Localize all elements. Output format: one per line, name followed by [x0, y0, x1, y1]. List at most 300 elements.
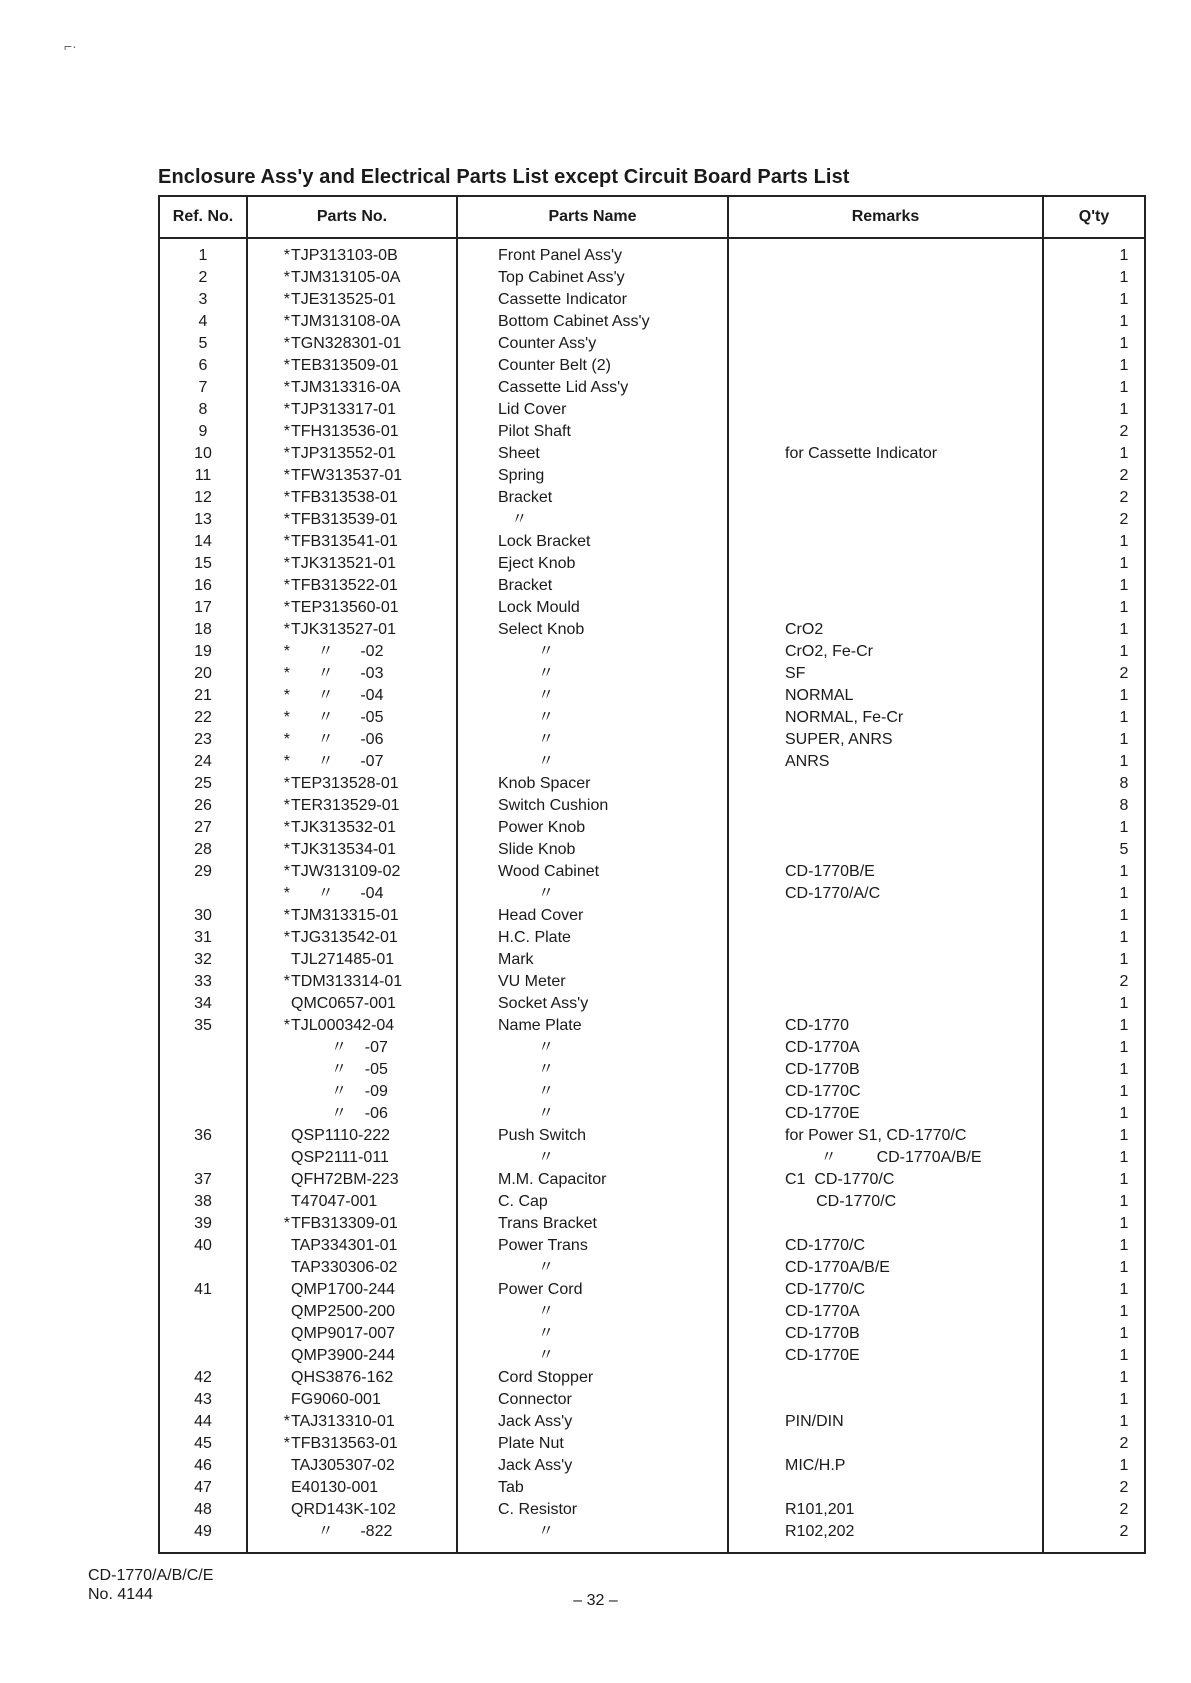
table-row: [160, 531, 1144, 553]
table-row: [160, 1037, 1144, 1059]
part-number: 〃 -06: [291, 1105, 388, 1122]
corner-mark: ⌐·: [64, 38, 77, 54]
remarks: CD-1770B: [785, 1061, 860, 1078]
table-row: [160, 773, 1144, 795]
table-row: [160, 355, 1144, 377]
table-row: [160, 1191, 1144, 1213]
part-number: TJK313534-01: [291, 841, 396, 858]
quantity: 1: [1119, 577, 1129, 594]
quantity: 1: [1119, 863, 1129, 880]
quantity: 2: [1119, 1523, 1129, 1540]
quantity: 2: [1119, 489, 1129, 506]
remarks: CD-1770E: [785, 1105, 860, 1122]
part-number: TFB313538-01: [291, 489, 398, 506]
part-number: 〃 -03: [291, 665, 384, 682]
part-name: Slide Knob: [498, 841, 576, 858]
new-part-mark: *: [283, 709, 290, 726]
quantity: 1: [1119, 1039, 1129, 1056]
part-name: 〃: [498, 753, 555, 770]
table-row: [160, 795, 1144, 817]
part-number: TAP334301-01: [291, 1237, 398, 1254]
quantity: 1: [1119, 819, 1129, 836]
ref-no: 10: [194, 445, 212, 462]
part-number: 〃 -02: [291, 643, 384, 660]
quantity: 2: [1119, 665, 1129, 682]
part-number: QMP9017-007: [291, 1325, 396, 1342]
new-part-mark: *: [283, 335, 290, 352]
part-name: Knob Spacer: [498, 775, 591, 792]
part-name: 〃: [498, 1039, 555, 1056]
part-number: TFB313563-01: [291, 1435, 398, 1452]
table-row: [160, 1499, 1144, 1521]
part-number: QFH72BM-223: [291, 1171, 399, 1188]
quantity: 1: [1119, 1303, 1129, 1320]
part-name: Jack Ass'y: [498, 1413, 573, 1430]
table-row: [160, 619, 1144, 641]
table-row: [160, 1279, 1144, 1301]
part-name: Tab: [498, 1479, 524, 1496]
table-row: [160, 861, 1144, 883]
remarks: ANRS: [785, 753, 830, 770]
table-row: [160, 641, 1144, 663]
ref-no: 35: [194, 1017, 212, 1034]
part-number: QSP2111-011: [291, 1149, 389, 1166]
table-row: [160, 245, 1144, 267]
ref-no: 27: [194, 819, 212, 836]
ref-no: 25: [194, 775, 212, 792]
part-name: Top Cabinet Ass'y: [498, 269, 625, 286]
table-row: [160, 465, 1144, 487]
new-part-mark: *: [283, 731, 290, 748]
remarks: R102,202: [785, 1523, 855, 1540]
part-name: Pilot Shaft: [498, 423, 571, 440]
remarks: R101,201: [785, 1501, 855, 1518]
table-row: [160, 1125, 1144, 1147]
table-row: [160, 421, 1144, 443]
remarks: C1 CD-1770/C: [785, 1171, 895, 1188]
table-row: [160, 575, 1144, 597]
new-part-mark: *: [283, 247, 290, 264]
new-part-mark: *: [283, 269, 290, 286]
ref-no: 41: [194, 1281, 212, 1298]
remarks: CD-1770C: [785, 1083, 861, 1100]
part-name: 〃: [498, 665, 555, 682]
header-qty: Q'ty: [1078, 208, 1110, 225]
part-name: Push Switch: [498, 1127, 587, 1144]
table-row: [160, 1147, 1144, 1169]
remarks: CD-1770/C: [785, 1193, 897, 1210]
quantity: 1: [1119, 621, 1129, 638]
part-name: 〃: [498, 687, 555, 704]
quantity: 2: [1119, 467, 1129, 484]
part-name: Select Knob: [498, 621, 585, 638]
table-row: [160, 993, 1144, 1015]
quantity: 2: [1119, 511, 1129, 528]
part-number: TJG313542-01: [291, 929, 398, 946]
part-name: 〃: [498, 731, 555, 748]
part-name: 〃: [498, 1523, 555, 1540]
new-part-mark: *: [283, 819, 290, 836]
table-row: [160, 729, 1144, 751]
part-number: TEB313509-01: [291, 357, 399, 374]
part-number: TEP313528-01: [291, 775, 399, 792]
part-name: Front Panel Ass'y: [498, 247, 622, 264]
new-part-mark: *: [283, 797, 290, 814]
part-number: 〃 -09: [291, 1083, 388, 1100]
remarks: for Power S1, CD-1770/C: [785, 1127, 967, 1144]
new-part-mark: *: [283, 379, 290, 396]
ref-no: 31: [194, 929, 212, 946]
part-number: TJP313103-0B: [291, 247, 398, 264]
part-name: Connector: [498, 1391, 572, 1408]
part-number: TFB313541-01: [291, 533, 398, 550]
part-name: C. Cap: [498, 1193, 548, 1210]
quantity: 1: [1119, 247, 1129, 264]
table-row: [160, 1235, 1144, 1257]
table-row: [160, 1059, 1144, 1081]
table-row: [160, 1015, 1144, 1037]
table-row: [160, 267, 1144, 289]
new-part-mark: *: [283, 577, 290, 594]
part-name: Bracket: [498, 489, 553, 506]
part-number: TJE313525-01: [291, 291, 396, 308]
table-row: [160, 377, 1144, 399]
part-name: Cord Stopper: [498, 1369, 594, 1386]
part-name: Lid Cover: [498, 401, 567, 418]
table-row: [160, 1521, 1144, 1543]
remarks: SF: [785, 665, 806, 682]
ref-no: 3: [198, 291, 208, 308]
remarks: CD-1770/A/C: [785, 885, 881, 902]
quantity: 1: [1119, 401, 1129, 418]
table-row: [160, 289, 1144, 311]
part-number: TGN328301-01: [291, 335, 402, 352]
new-part-mark: *: [283, 423, 290, 440]
remarks: NORMAL: [785, 687, 854, 704]
part-number: 〃 -04: [291, 885, 384, 902]
remarks: CD-1770/C: [785, 1237, 866, 1254]
ref-no: 11: [194, 467, 212, 484]
remarks: CD-1770B: [785, 1325, 860, 1342]
part-name: Power Trans: [498, 1237, 588, 1254]
part-number: TFW313537-01: [291, 467, 403, 484]
table-row: [160, 751, 1144, 773]
table-row: [160, 685, 1144, 707]
quantity: 1: [1119, 907, 1129, 924]
ref-no: 37: [194, 1171, 212, 1188]
part-number: T47047-001: [291, 1193, 378, 1210]
part-name: 〃: [498, 1061, 555, 1078]
quantity: 1: [1119, 1017, 1129, 1034]
part-name: Jack Ass'y: [498, 1457, 573, 1474]
part-name: 〃: [498, 709, 555, 726]
part-name: 〃: [498, 885, 555, 902]
new-part-mark: *: [283, 357, 290, 374]
part-name: C. Resistor: [498, 1501, 578, 1518]
ref-no: 7: [198, 379, 208, 396]
table-row: [160, 883, 1144, 905]
ref-no: 48: [194, 1501, 212, 1518]
part-number: QSP1110-222: [291, 1127, 391, 1144]
ref-no: 23: [194, 731, 212, 748]
remarks: CrO2, Fe-Cr: [785, 643, 873, 660]
table-row: [160, 1433, 1144, 1455]
part-name: Cassette Indicator: [498, 291, 627, 308]
part-name: Name Plate: [498, 1017, 582, 1034]
quantity: 1: [1119, 1215, 1129, 1232]
remarks: CD-1770A/B/E: [785, 1259, 890, 1276]
new-part-mark: *: [283, 467, 290, 484]
part-number: QMC0657-001: [291, 995, 396, 1012]
part-name: Spring: [498, 467, 545, 484]
quantity: 1: [1119, 269, 1129, 286]
part-name: M.M. Capacitor: [498, 1171, 607, 1188]
part-name: Lock Mould: [498, 599, 580, 616]
new-part-mark: *: [283, 841, 290, 858]
document-number: No. 4144: [88, 1586, 153, 1603]
new-part-mark: *: [283, 775, 290, 792]
table-row: [160, 487, 1144, 509]
part-number: TJP313552-01: [291, 445, 396, 462]
part-name: 〃: [498, 1303, 555, 1320]
new-part-mark: *: [283, 533, 290, 550]
ref-no: 29: [194, 863, 212, 880]
page-number: – 32 –: [573, 1592, 618, 1609]
table-row: [160, 1411, 1144, 1433]
ref-no: 32: [194, 951, 212, 968]
part-name: 〃: [498, 1083, 555, 1100]
part-number: TJL271485-01: [291, 951, 395, 968]
table-row: [160, 1389, 1144, 1411]
quantity: 1: [1119, 445, 1129, 462]
ref-no: 36: [194, 1127, 212, 1144]
remarks: SUPER, ANRS: [785, 731, 893, 748]
part-number: 〃 -07: [291, 753, 384, 770]
part-number: TJL000342-04: [291, 1017, 395, 1034]
quantity: 1: [1119, 1457, 1129, 1474]
part-number: E40130-001: [291, 1479, 379, 1496]
table-row: [160, 509, 1144, 531]
table-row: [160, 905, 1144, 927]
quantity: 1: [1119, 731, 1129, 748]
quantity: 1: [1119, 533, 1129, 550]
new-part-mark: *: [283, 401, 290, 418]
part-name: Head Cover: [498, 907, 584, 924]
table-row: [160, 1323, 1144, 1345]
ref-no: 44: [194, 1413, 212, 1430]
part-name: 〃: [498, 643, 555, 660]
header-parts-no: Parts No.: [316, 208, 388, 225]
part-number: TFB313539-01: [291, 511, 398, 528]
quantity: 1: [1119, 291, 1129, 308]
ref-no: 20: [194, 665, 212, 682]
quantity: 8: [1119, 775, 1129, 792]
quantity: 2: [1119, 1501, 1129, 1518]
quantity: 1: [1119, 1325, 1129, 1342]
new-part-mark: *: [283, 489, 290, 506]
remarks: PIN/DIN: [785, 1413, 844, 1430]
table-row: [160, 817, 1144, 839]
page-title: Enclosure Ass'y and Electrical Parts List except Circuit Board Parts List: [158, 166, 850, 188]
new-part-mark: *: [283, 1413, 290, 1430]
part-name: Bracket: [498, 577, 553, 594]
part-name: 〃: [498, 1325, 555, 1342]
part-number: QMP2500-200: [291, 1303, 396, 1320]
header-parts-name: Parts Name: [548, 208, 637, 225]
ref-no: 19: [194, 643, 212, 660]
quantity: 1: [1119, 1149, 1129, 1166]
part-name: Lock Bracket: [498, 533, 591, 550]
quantity: 1: [1119, 313, 1129, 330]
part-name: Mark: [498, 951, 534, 968]
ref-no: 13: [194, 511, 212, 528]
table-row: [160, 399, 1144, 421]
ref-no: 28: [194, 841, 212, 858]
remarks: CD-1770A: [785, 1303, 860, 1320]
table-row: [160, 1257, 1144, 1279]
ref-no: 6: [198, 357, 208, 374]
part-name: 〃: [498, 1105, 555, 1122]
part-name: Sheet: [498, 445, 540, 462]
table-row: [160, 333, 1144, 355]
ref-no: 34: [194, 995, 212, 1012]
new-part-mark: *: [283, 621, 290, 638]
ref-no: 49: [194, 1523, 212, 1540]
table-row: [160, 1103, 1144, 1125]
quantity: 1: [1119, 599, 1129, 616]
part-name: VU Meter: [498, 973, 566, 990]
remarks: MIC/H.P: [785, 1457, 846, 1474]
part-name: Counter Belt (2): [498, 357, 611, 374]
new-part-mark: *: [283, 665, 290, 682]
ref-no: 46: [194, 1457, 212, 1474]
part-number: QMP3900-244: [291, 1347, 396, 1364]
ref-no: 17: [194, 599, 212, 616]
table-row: [160, 1213, 1144, 1235]
ref-no: 24: [194, 753, 212, 770]
new-part-mark: *: [283, 599, 290, 616]
ref-no: 14: [194, 533, 212, 550]
part-name: 〃: [498, 1259, 555, 1276]
new-part-mark: *: [283, 445, 290, 462]
ref-no: 42: [194, 1369, 212, 1386]
part-name: 〃: [498, 1347, 555, 1364]
ref-no: 39: [194, 1215, 212, 1232]
quantity: 1: [1119, 1413, 1129, 1430]
new-part-mark: *: [283, 863, 290, 880]
part-number: 〃 -05: [291, 1061, 388, 1078]
part-name: 〃: [498, 1149, 555, 1166]
table-row: [160, 443, 1144, 465]
quantity: 1: [1119, 1171, 1129, 1188]
table-row: [160, 927, 1144, 949]
table-row: [160, 553, 1144, 575]
part-name: Wood Cabinet: [498, 863, 600, 880]
new-part-mark: *: [283, 1017, 290, 1034]
ref-no: 4: [198, 313, 208, 330]
quantity: 2: [1119, 423, 1129, 440]
part-number: TJK313532-01: [291, 819, 396, 836]
quantity: 2: [1119, 1479, 1129, 1496]
table-row: [160, 663, 1144, 685]
part-number: TAJ313310-01: [291, 1413, 395, 1430]
part-name: Trans Bracket: [498, 1215, 597, 1232]
part-number: TAP330306-02: [291, 1259, 398, 1276]
ref-no: 16: [194, 577, 212, 594]
quantity: 1: [1119, 357, 1129, 374]
remarks: CD-1770B/E: [785, 863, 875, 880]
part-name: Counter Ass'y: [498, 335, 597, 352]
new-part-mark: *: [283, 643, 290, 660]
part-number: TJK313521-01: [291, 555, 396, 572]
remarks: for Cassette Indicator: [785, 445, 938, 462]
quantity: 1: [1119, 687, 1129, 704]
remarks: CrO2: [785, 621, 824, 638]
ref-no: 12: [194, 489, 212, 506]
part-number: TDM313314-01: [291, 973, 403, 990]
new-part-mark: *: [283, 753, 290, 770]
ref-no: 45: [194, 1435, 212, 1452]
part-number: TJM313316-0A: [291, 379, 401, 396]
quantity: 1: [1119, 1083, 1129, 1100]
remarks: CD-1770: [785, 1017, 850, 1034]
part-name: Power Knob: [498, 819, 586, 836]
part-name: H.C. Plate: [498, 929, 571, 946]
part-number: TFB313522-01: [291, 577, 398, 594]
quantity: 1: [1119, 995, 1129, 1012]
header-ref-no: Ref. No.: [172, 208, 234, 225]
quantity: 1: [1119, 1193, 1129, 1210]
part-number: TJM313108-0A: [291, 313, 401, 330]
part-name: Eject Knob: [498, 555, 576, 572]
part-name: Switch Cushion: [498, 797, 609, 814]
table-row: [160, 949, 1144, 971]
ref-no: 21: [194, 687, 212, 704]
new-part-mark: *: [283, 511, 290, 528]
ref-no: 8: [198, 401, 208, 418]
part-number: 〃 -07: [291, 1039, 388, 1056]
quantity: 8: [1119, 797, 1129, 814]
quantity: 5: [1119, 841, 1129, 858]
ref-no: 26: [194, 797, 212, 814]
ref-no: 15: [194, 555, 212, 572]
new-part-mark: *: [283, 1435, 290, 1452]
ref-no: 5: [198, 335, 208, 352]
table-row: [160, 1455, 1144, 1477]
part-number: 〃 -822: [291, 1523, 393, 1540]
new-part-mark: *: [283, 973, 290, 990]
table-row: [160, 1477, 1144, 1499]
ref-no: 43: [194, 1391, 212, 1408]
part-number: 〃 -05: [291, 709, 384, 726]
part-name: 〃: [498, 511, 528, 528]
table-row: [160, 1367, 1144, 1389]
ref-no: 30: [194, 907, 212, 924]
part-number: TJP313317-01: [291, 401, 396, 418]
new-part-mark: *: [283, 929, 290, 946]
quantity: 1: [1119, 885, 1129, 902]
part-number: TER313529-01: [291, 797, 400, 814]
part-name: Socket Ass'y: [498, 995, 589, 1012]
quantity: 1: [1119, 643, 1129, 660]
part-name: Bottom Cabinet Ass'y: [498, 313, 650, 330]
table-row: [160, 1169, 1144, 1191]
remarks: CD-1770/C: [785, 1281, 866, 1298]
parts-table: [158, 195, 1146, 1554]
quantity: 1: [1119, 1369, 1129, 1386]
part-number: FG9060-001: [291, 1391, 381, 1408]
part-number: TJM313315-01: [291, 907, 399, 924]
